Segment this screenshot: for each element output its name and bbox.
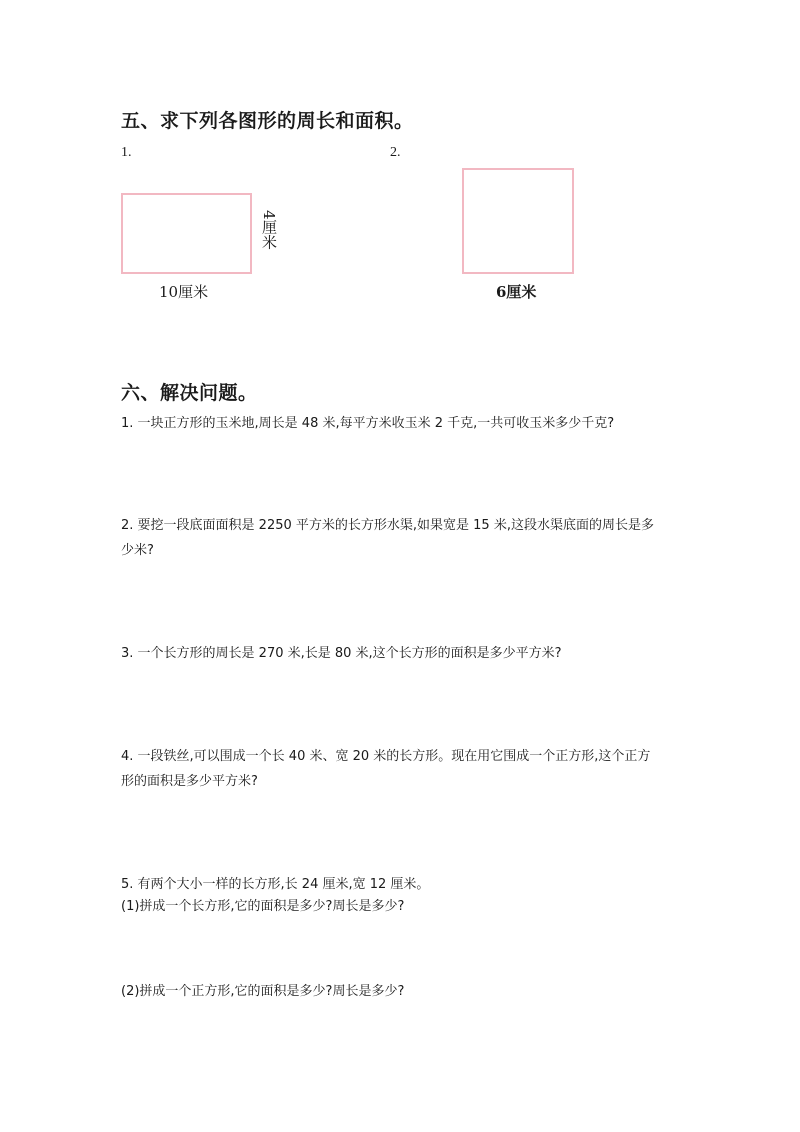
rectangle-width-label: 10厘米 — [159, 283, 209, 301]
question-1: 1. 一块正方形的玉米地,周长是 48 米,每平方米收玉米 2 千克,一共可收玉米多少千克? — [121, 416, 615, 431]
question-5-part1: (1)拼成一个长方形,它的面积是多少?周长是多少? — [121, 899, 405, 914]
question-4-line2: 形的面积是多少平方米? — [121, 774, 258, 789]
square-figure — [462, 168, 574, 274]
question-4-line1: 4. 一段铁丝,可以围成一个长 40 米、宽 20 米的长方形。现在用它围成一个正方形,这个正方 — [121, 749, 651, 764]
question-2-line2: 少米? — [121, 543, 154, 558]
rectangle-height-label: 4厘米 — [260, 210, 278, 250]
question-3: 3. 一个长方形的周长是 270 米,长是 80 米,这个长方形的面积是多少平方米? — [121, 646, 562, 661]
figure2-number: 2. — [390, 145, 401, 160]
section5-title: 五、求下列各图形的周长和面积。 — [121, 110, 414, 132]
question-5-intro: 5. 有两个大小一样的长方形,长 24 厘米,宽 12 厘米。 — [121, 877, 430, 892]
question-2-line1: 2. 要挖一段底面面积是 2250 平方米的长方形水渠,如果宽是 15 米,这段水渠底面的周长是多 — [121, 518, 654, 533]
figure1-number: 1. — [121, 145, 132, 160]
question-5-part2: (2)拼成一个正方形,它的面积是多少?周长是多少? — [121, 984, 405, 999]
section6-title: 六、解决问题。 — [121, 382, 258, 404]
square-side-label: 6厘米 — [496, 283, 537, 301]
rectangle-figure — [121, 193, 252, 274]
